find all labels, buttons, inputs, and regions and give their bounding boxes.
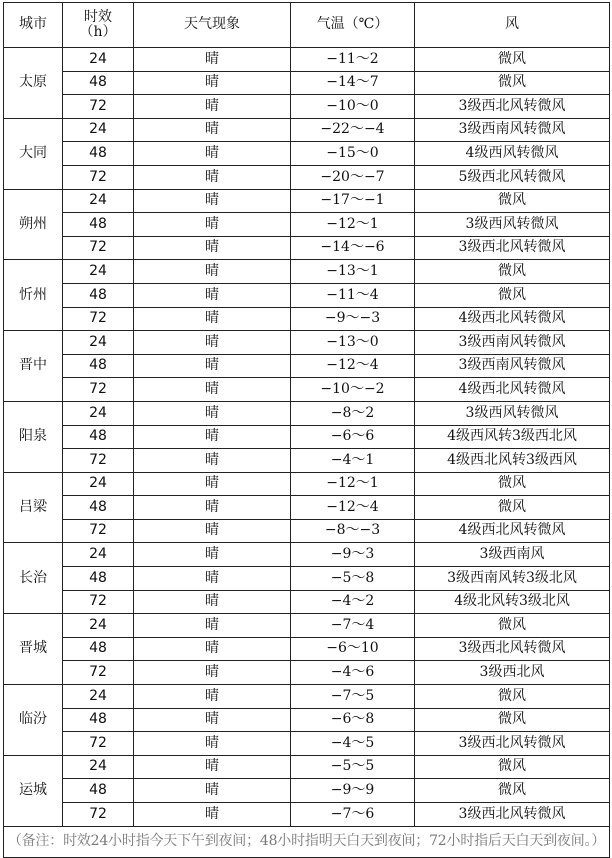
- table-row: [4, 307, 610, 331]
- table-row: [4, 543, 610, 567]
- forecast-hours: 48: [63, 425, 134, 449]
- forecast-hours: 24: [63, 118, 134, 142]
- forecast-hours: 48: [63, 779, 134, 803]
- temperature-range: −9～3: [291, 543, 415, 567]
- header-wind: 风: [415, 3, 610, 48]
- wind-description: 微风: [415, 48, 610, 72]
- wind-description: 微风: [415, 496, 610, 520]
- table-row: [4, 519, 610, 543]
- wind-description: 3级西南风: [415, 543, 610, 567]
- city-name: 太原: [4, 48, 63, 119]
- forecast-hours: 48: [63, 142, 134, 166]
- wind-description: 微风: [415, 71, 610, 95]
- forecast-hours: 24: [63, 260, 134, 284]
- table-row: [4, 378, 610, 402]
- forecast-hours: 48: [63, 708, 134, 732]
- wind-description: 3级西北风: [415, 661, 610, 685]
- weather-condition: 晴: [134, 685, 291, 709]
- temperature-range: −20～−7: [291, 165, 415, 189]
- forecast-hours: 72: [63, 236, 134, 260]
- forecast-hours: 72: [63, 519, 134, 543]
- weather-condition: 晴: [134, 307, 291, 331]
- temperature-range: −4～2: [291, 590, 415, 614]
- wind-description: 3级西北风转微风: [415, 732, 610, 756]
- table-row: [4, 567, 610, 591]
- weather-condition: 晴: [134, 48, 291, 72]
- table-row: [4, 708, 610, 732]
- header-row: [4, 3, 610, 48]
- city-name: 晋中: [4, 331, 63, 402]
- city-name: 大同: [4, 118, 63, 189]
- weather-condition: 晴: [134, 142, 291, 166]
- forecast-hours: 48: [63, 567, 134, 591]
- weather-condition: 晴: [134, 189, 291, 213]
- weather-forecast-table: [3, 2, 610, 858]
- header-city: 城市: [4, 3, 63, 48]
- weather-condition: 晴: [134, 283, 291, 307]
- wind-description: 3级西南风转3级北风: [415, 567, 610, 591]
- forecast-hours: 24: [63, 472, 134, 496]
- table-row: [4, 189, 610, 213]
- forecast-hours: 24: [63, 189, 134, 213]
- wind-description: 微风: [415, 283, 610, 307]
- wind-description: 3级西风转微风: [415, 213, 610, 237]
- weather-condition: 晴: [134, 779, 291, 803]
- temperature-range: −5～8: [291, 567, 415, 591]
- forecast-hours: 72: [63, 661, 134, 685]
- wind-description: 3级西北风转微风: [415, 236, 610, 260]
- temperature-range: −7～6: [291, 803, 415, 827]
- wind-description: 5级西北风转微风: [415, 165, 610, 189]
- city-name: 晋城: [4, 614, 63, 685]
- table-row: [4, 118, 610, 142]
- table-row: [4, 449, 610, 473]
- weather-condition: 晴: [134, 354, 291, 378]
- table-row: [4, 803, 610, 827]
- weather-condition: 晴: [134, 519, 291, 543]
- weather-condition: 晴: [134, 755, 291, 779]
- weather-condition: 晴: [134, 708, 291, 732]
- header-hours: [63, 3, 134, 48]
- city-name: 阳泉: [4, 401, 63, 472]
- city-name: 忻州: [4, 260, 63, 331]
- table-row: [4, 213, 610, 237]
- wind-description: 3级西北风转微风: [415, 95, 610, 119]
- temperature-range: −9～9: [291, 779, 415, 803]
- temperature-range: −10～0: [291, 95, 415, 119]
- weather-condition: 晴: [134, 260, 291, 284]
- forecast-hours: 48: [63, 283, 134, 307]
- wind-description: 4级西北风转微风: [415, 378, 610, 402]
- temperature-range: −8～−3: [291, 519, 415, 543]
- temperature-range: −7～5: [291, 685, 415, 709]
- weather-condition: 晴: [134, 472, 291, 496]
- forecast-hours: 24: [63, 543, 134, 567]
- temperature-range: −4～1: [291, 449, 415, 473]
- weather-condition: 晴: [134, 614, 291, 638]
- forecast-hours: 72: [63, 95, 134, 119]
- temperature-range: −17～−1: [291, 189, 415, 213]
- wind-description: 4级西北风转微风: [415, 307, 610, 331]
- wind-description: 微风: [415, 189, 610, 213]
- table-row: [4, 779, 610, 803]
- weather-condition: 晴: [134, 449, 291, 473]
- header-hours-line1: 时效: [84, 8, 112, 25]
- temperature-range: −11～2: [291, 48, 415, 72]
- table-row: [4, 661, 610, 685]
- city-name: 长治: [4, 543, 63, 614]
- weather-condition: 晴: [134, 661, 291, 685]
- wind-description: 微风: [415, 708, 610, 732]
- temperature-range: −6～8: [291, 708, 415, 732]
- wind-description: 3级西风转微风: [415, 401, 610, 425]
- wind-description: 微风: [415, 685, 610, 709]
- weather-condition: 晴: [134, 637, 291, 661]
- temperature-range: −9～−3: [291, 307, 415, 331]
- header-hours-line2: （h）: [79, 24, 117, 40]
- wind-description: 微风: [415, 614, 610, 638]
- wind-description: 4级西风转微风: [415, 142, 610, 166]
- weather-condition: 晴: [134, 378, 291, 402]
- temperature-range: −13～0: [291, 331, 415, 355]
- city-name: 临汾: [4, 685, 63, 756]
- wind-description: 3级西南风转微风: [415, 331, 610, 355]
- wind-description: 微风: [415, 779, 610, 803]
- city-name: 吕梁: [4, 472, 63, 543]
- table-row: [4, 732, 610, 756]
- table-row: [4, 331, 610, 355]
- footnote: （备注：时效24小时指今天下午到夜间；48小时指明天白天到夜间；72小时指后天白天到夜间。）: [4, 826, 610, 857]
- header-weather: 天气现象: [134, 3, 291, 48]
- temperature-range: −12～4: [291, 496, 415, 520]
- weather-condition: 晴: [134, 331, 291, 355]
- forecast-hours: 24: [63, 48, 134, 72]
- temperature-range: −11～4: [291, 283, 415, 307]
- forecast-hours: 72: [63, 449, 134, 473]
- table-row: [4, 637, 610, 661]
- weather-condition: 晴: [134, 213, 291, 237]
- weather-condition: 晴: [134, 236, 291, 260]
- weather-condition: 晴: [134, 732, 291, 756]
- table-row: [4, 472, 610, 496]
- table-row: [4, 71, 610, 95]
- temperature-range: −6～10: [291, 637, 415, 661]
- forecast-hours: 72: [63, 732, 134, 756]
- table-row: [4, 95, 610, 119]
- forecast-hours: 24: [63, 685, 134, 709]
- wind-description: 4级西风转3级西北风: [415, 425, 610, 449]
- table-row: [4, 401, 610, 425]
- forecast-hours: 24: [63, 401, 134, 425]
- forecast-hours: 48: [63, 213, 134, 237]
- table-row: [4, 260, 610, 284]
- wind-description: 3级西南风转微风: [415, 354, 610, 378]
- table-row: [4, 425, 610, 449]
- footnote-row: [4, 826, 610, 857]
- forecast-hours: 72: [63, 803, 134, 827]
- temperature-range: −14～7: [291, 71, 415, 95]
- forecast-hours: 72: [63, 590, 134, 614]
- table-body: [4, 48, 610, 827]
- temperature-range: −15～0: [291, 142, 415, 166]
- forecast-hours: 24: [63, 755, 134, 779]
- table-row: [4, 48, 610, 72]
- city-name: 朔州: [4, 189, 63, 260]
- temperature-range: −5～5: [291, 755, 415, 779]
- wind-description: 微风: [415, 472, 610, 496]
- table-row: [4, 614, 610, 638]
- forecast-hours: 48: [63, 354, 134, 378]
- temperature-range: −12～1: [291, 472, 415, 496]
- forecast-hours: 24: [63, 614, 134, 638]
- weather-condition: 晴: [134, 590, 291, 614]
- table-row: [4, 283, 610, 307]
- forecast-hours: 72: [63, 165, 134, 189]
- weather-condition: 晴: [134, 71, 291, 95]
- forecast-hours: 72: [63, 378, 134, 402]
- wind-description: 4级西北风转微风: [415, 519, 610, 543]
- weather-condition: 晴: [134, 496, 291, 520]
- wind-description: 微风: [415, 260, 610, 284]
- wind-description: 4级西北风转3级西风: [415, 449, 610, 473]
- table-row: [4, 142, 610, 166]
- forecast-hours: 24: [63, 331, 134, 355]
- table-row: [4, 354, 610, 378]
- table-row: [4, 496, 610, 520]
- weather-condition: 晴: [134, 118, 291, 142]
- weather-condition: 晴: [134, 165, 291, 189]
- table-row: [4, 590, 610, 614]
- temperature-range: −4～5: [291, 732, 415, 756]
- weather-condition: 晴: [134, 803, 291, 827]
- temperature-range: −12～1: [291, 213, 415, 237]
- city-name: 运城: [4, 755, 63, 826]
- table-row: [4, 165, 610, 189]
- temperature-range: −7～4: [291, 614, 415, 638]
- forecast-hours: 72: [63, 307, 134, 331]
- forecast-hours: 48: [63, 637, 134, 661]
- table-row: [4, 755, 610, 779]
- temperature-range: −13～1: [291, 260, 415, 284]
- temperature-range: −10～−2: [291, 378, 415, 402]
- weather-condition: 晴: [134, 567, 291, 591]
- wind-description: 3级西南风转微风: [415, 118, 610, 142]
- table-row: [4, 685, 610, 709]
- temperature-range: −8～2: [291, 401, 415, 425]
- temperature-range: −6～6: [291, 425, 415, 449]
- weather-condition: 晴: [134, 95, 291, 119]
- weather-condition: 晴: [134, 425, 291, 449]
- table-row: [4, 236, 610, 260]
- weather-condition: 晴: [134, 543, 291, 567]
- forecast-hours: 48: [63, 496, 134, 520]
- temperature-range: −4～6: [291, 661, 415, 685]
- temperature-range: −14～−6: [291, 236, 415, 260]
- weather-condition: 晴: [134, 401, 291, 425]
- wind-description: 微风: [415, 755, 610, 779]
- wind-description: 4级北风转3级北风: [415, 590, 610, 614]
- temperature-range: −12～4: [291, 354, 415, 378]
- header-temperature: 气温（℃）: [291, 3, 415, 48]
- forecast-hours: 48: [63, 71, 134, 95]
- temperature-range: −22～−4: [291, 118, 415, 142]
- wind-description: 3级西北风转微风: [415, 637, 610, 661]
- wind-description: 3级西北风转微风: [415, 803, 610, 827]
